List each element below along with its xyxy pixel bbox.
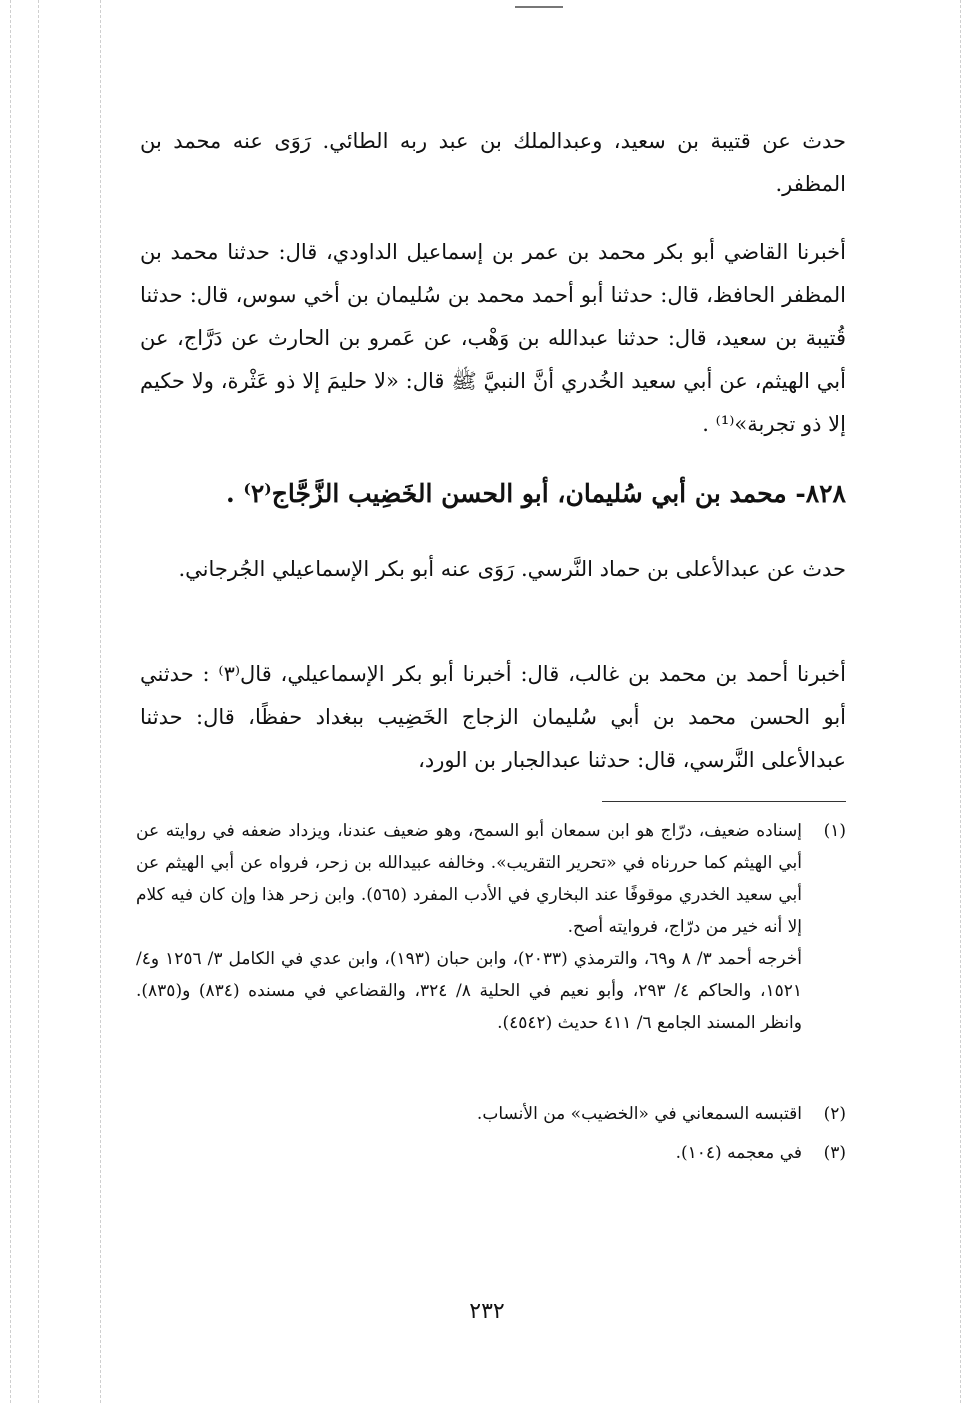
paragraph-3: أخبرنا أحمد بن محمد بن غالب، قال: أخبرنا أبو بكر الإسماعيلي، قال⁽٣⁾ : حدثني أبو الحسن محمد بن أبي سُليمان الزجاج الخَضِيب ببغداد حفظًا، قال: حدثنا عبدالأعلى النَّرسي، قال: حدثنا عبدالجبار بن الورد، [140, 662, 846, 772]
footnote-text: إسناده ضعيف، درّاج هو ابن سمعان أبو السمح، وهو ضعيف عندنا، ويزداد ضعفه في روايته عن أبي الهيثم كما حررناه في «تحرير التقريب». وخالفه عبيدالله بن زحر، فرواه عن أبي الهيثم عن أبي سعيد الخدري موقوفًا عند البخاري في الأدب المفرد (٥٦٥). وابن زحر هذا وإن كان فيه كلام إلا أنه خير من درّاج، فروايته أصح. [136, 821, 803, 937]
footnote-number: (١) [823, 821, 846, 841]
top-rule [515, 6, 563, 8]
footnote-3 [136, 1137, 846, 1169]
scan-edge-line [960, 0, 961, 1403]
footnote-2 [136, 1098, 846, 1130]
footnote-text: أخرجه أحمد ٣/ ٨ و٦٩، والترمذي (٢٠٣٣)، وابن حبان (١٩٣)، وابن عدي في الكامل ٣/ ١٢٥٦ و٤/ ١٥٢١، والحاكم ٤/ ٢٩٣، وأبو نعيم في الحلية ٨/ ٣٢٤، والقضاعي في مسنده (٨٣٤) و(٨٣٥). وانظر المسند الجامع ٦/ ٤١١ حديث (٤٥٤٢). [136, 949, 803, 1033]
footnote-text: في معجمه (١٠٤). [675, 1143, 802, 1163]
page-number: ٢٣٢ [469, 1299, 505, 1324]
footnote-number: (٣) [823, 1143, 846, 1163]
paragraph-1: أخبرنا القاضي أبو بكر محمد بن عمر بن إسماعيل الداودي، قال: حدثنا محمد بن المظفر الحافظ، قال: حدثنا أبو أحمد محمد بن سُليمان بن أخي سوس، قال: حدثنا قُتيبة بن سعيد، قال: حدثنا عبدالله بن وَهْب، عن عَمرو بن الحارث عن دَرَّاج، عن أبي الهيثم، عن أبي سعيد الخُدري أنَّ النبيَّ ﷺ قال: «لا حليمَ إلا ذو عَثْرة، ولا حكيم إلا ذو تجربة»⁽¹⁾ . [140, 240, 846, 436]
footnote-text: اقتبسه السمعاني في «الخضيب» من الأنساب. [476, 1104, 802, 1124]
top-paragraph: حدث عن قتيبة بن سعيد، وعبدالملك بن عبد ربه الطائي. رَوَى عنه محمد بن المظفر. [140, 129, 846, 196]
entry-heading: ٨٢٨- محمد بن أبي سُليمان، أبو الحسن الخَضِيب الزَّجَّاج⁽٢⁾ . [225, 479, 846, 508]
footnote-number: (٢) [823, 1104, 846, 1124]
scan-edge-line [38, 0, 39, 1403]
paragraph-2: حدث عن عبدالأعلى بن حماد النَّرسي. رَوَى عنه أبو بكر الإسماعيلي الجُرجاني. [178, 557, 846, 581]
scan-edge-line [10, 0, 11, 1403]
footnote-1 [136, 815, 846, 1039]
scan-edge-line [100, 0, 101, 1403]
footnote-separator [602, 801, 846, 802]
